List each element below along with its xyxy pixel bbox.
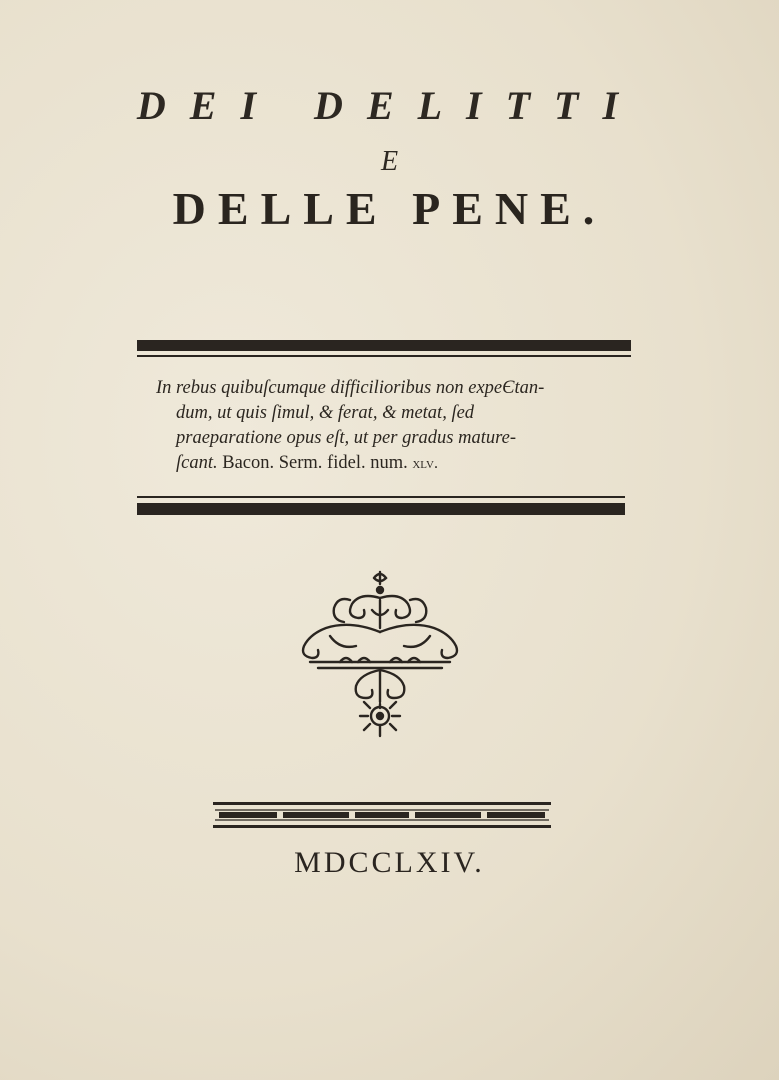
epigraph-line-2: dum, ut quis ſimul, & ferat, & metat, ſed	[176, 403, 475, 423]
epigraph-line-3: praeparatione opus eſt, ut per gradus mature-	[176, 428, 517, 448]
epigraph-source: Bacon. Serm. fidel. num.	[222, 453, 408, 473]
lower-rule-thick	[137, 503, 625, 515]
upper-rule-thin	[137, 355, 631, 357]
title-line-1: DEI DELITTI	[136, 83, 643, 128]
lower-rule-thin	[137, 496, 625, 498]
decorative-band-icon	[213, 800, 551, 830]
imprint-year: MDCCLXIV.	[294, 846, 485, 879]
epigraph-line-4	[156, 451, 626, 476]
printers-ornament-icon	[290, 570, 470, 740]
epigraph-line-4-italic: ſcant.	[176, 453, 218, 473]
epigraph-number: xlv.	[412, 455, 438, 472]
title-line-2: DELLE PENE.	[172, 183, 607, 234]
upper-rule-thick	[137, 340, 631, 351]
epigraph-line-1: In rebus quibuſcumque difficilioribus non expeЄtan-	[156, 378, 545, 398]
title-conjunction: E	[380, 146, 399, 177]
epigraph	[156, 376, 626, 476]
